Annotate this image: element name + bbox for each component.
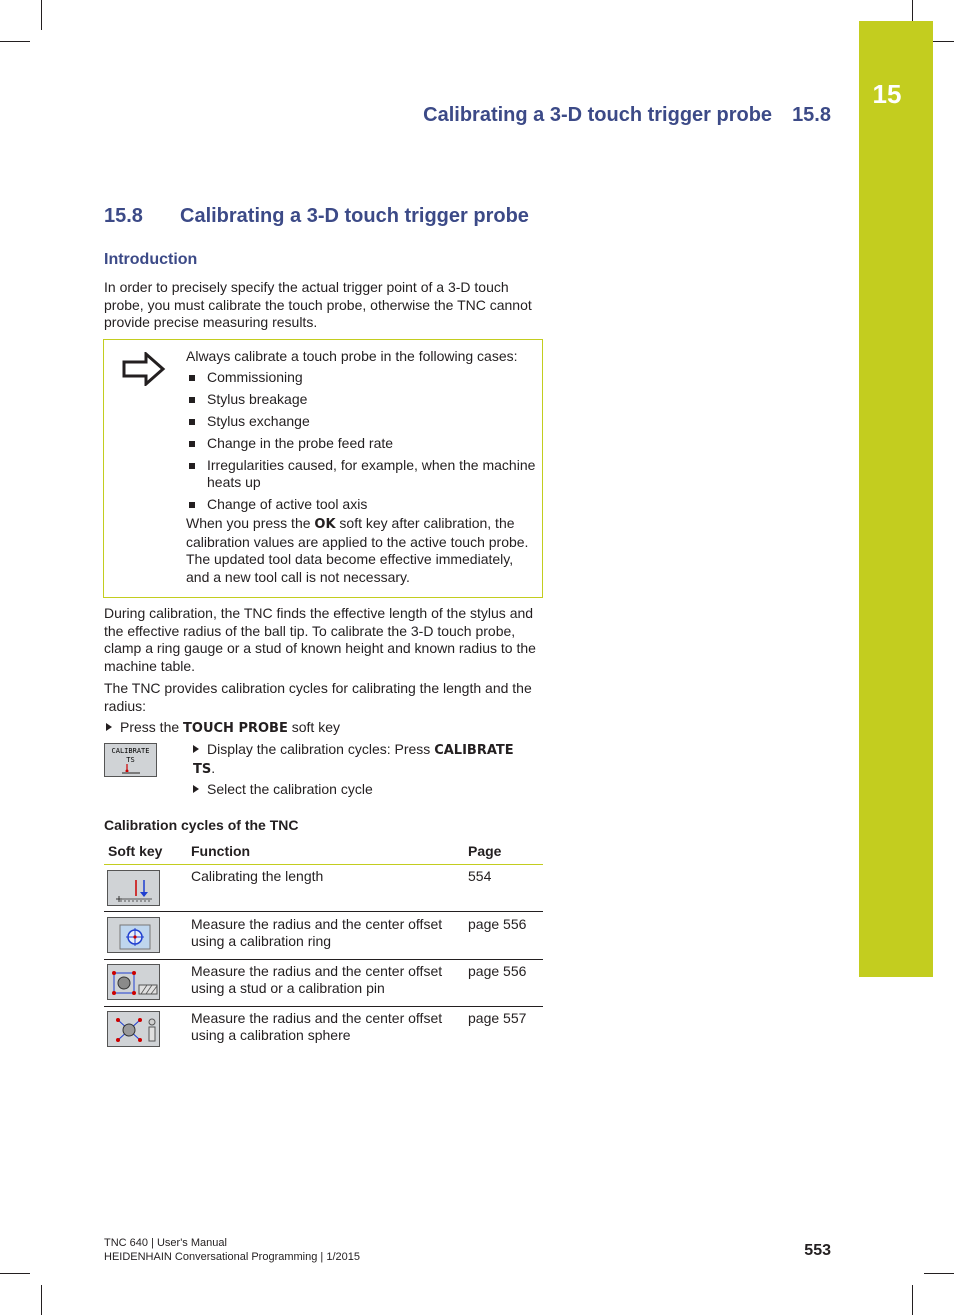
column-header-function: Function [191,843,251,859]
crop-mark [0,1273,30,1274]
running-header [423,104,831,127]
table-header-rule [104,864,543,865]
list-item: Stylus breakage [186,391,538,409]
list-item: Change of active tool axis [186,496,538,514]
note-content [186,348,538,586]
table-cell-page: page 556 [468,963,527,979]
calibrate-ts-softkey[interactable] [104,743,157,777]
calibrate-ring-softkey-icon[interactable] [107,917,160,953]
list-item: Change in the probe feed rate [186,435,538,453]
crop-mark [912,1285,913,1315]
step-arrow-icon [193,785,199,793]
intro-paragraph: In order to precisely specify the actual trigger point of a 3-D touch probe, you must calibrate the touch probe, otherwise the TNC cannot provide precise measuring results. [104,279,532,331]
step-text: soft key [287,719,340,735]
running-header-title: Calibrating a 3-D touch trigger probe [423,104,773,126]
calibrate-length-softkey-icon[interactable] [107,870,160,906]
softkey-label: TS [126,756,135,764]
crop-mark [924,1273,954,1274]
section-number: 15.8 [104,205,143,227]
calibrate-stud-softkey-icon[interactable] [107,964,160,1000]
table-row-rule [104,1006,543,1007]
table-cell-function: Measure the radius and the center offset using a calibration ring [191,916,443,949]
table-cell-function: Measure the radius and the center offset using a stud or a calibration pin [191,963,443,996]
step-text: Press the [120,719,184,735]
table-caption: Calibration cycles of the TNC [104,817,299,833]
arrow-right-icon [122,352,166,391]
calibrate-ts-softkey-name: CALIBRATE TS [193,743,514,777]
subheading-introduction: Introduction [104,251,198,268]
step-display-cycles [193,741,533,778]
step-text: Select the calibration cycle [207,781,373,797]
table-cell-function: Calibrating the length [191,868,324,884]
table-cell-page: page 556 [468,916,527,932]
crop-mark [41,1285,42,1315]
step-touch-probe [106,719,340,738]
table-row-rule [104,959,543,960]
calibrate-sphere-softkey-icon[interactable] [107,1011,160,1047]
column-header-softkey: Soft key [108,843,163,859]
running-header-section: 15.8 [792,104,831,126]
probe-icon [119,764,143,775]
table-row-rule [104,911,543,912]
note-after-text [186,515,538,586]
list-item: Irregularities caused, for example, when the machine heats up [186,457,538,492]
ok-softkey-name: OK [314,517,336,533]
note-lead: Always calibrate a touch probe in the following cases: [186,348,518,364]
list-item: Commissioning [186,369,538,387]
column-header-page: Page [468,843,502,859]
footer-text [104,1236,360,1264]
table-cell-page: page 557 [468,1010,527,1026]
step-text: . [211,759,216,776]
section-title [104,205,529,228]
list-item: Stylus exchange [186,413,538,431]
crop-mark [0,41,30,42]
page-number: 553 [804,1242,831,1259]
calibration-paragraph: During calibration, the TNC finds the effective length of the stylus and the effective radius of the ball tip. To calibrate the 3-D touch probe, clamp a ring gauge or a stud of known height and known radius to the machine table. [104,605,536,674]
note-after-text-part: When you press the [186,515,315,532]
note-box [103,339,543,598]
cycles-paragraph: The TNC provides calibration cycles for calibrating the length and the radius: [104,680,532,714]
step-select-cycle [193,781,373,799]
step-text: Display the calibration cycles: Press [207,741,435,757]
touch-probe-softkey-name: TOUCH PROBE [183,721,288,736]
note-list [186,369,538,514]
chapter-tab [859,21,933,977]
chapter-number: 15 [872,79,902,109]
step-arrow-icon [193,745,199,753]
table-cell-page: 554 [468,868,492,884]
footer-line: HEIDENHAIN Conversational Programming | 1/2015 [104,1251,360,1263]
crop-mark [41,0,42,30]
step-arrow-icon [106,723,112,731]
footer-line: TNC 640 | User's Manual [104,1237,227,1249]
note-after-text-part: soft key after calibration, the calibration values are applied to the active touch probe. The updated tool data become effective immediately, and a new tool call is not necessary. [186,515,529,585]
section-title-text: Calibrating a 3-D touch trigger probe [180,205,529,227]
table-cell-function: Measure the radius and the center offset using a calibration sphere [191,1010,443,1043]
softkey-label: CALIBRATE [111,747,150,755]
